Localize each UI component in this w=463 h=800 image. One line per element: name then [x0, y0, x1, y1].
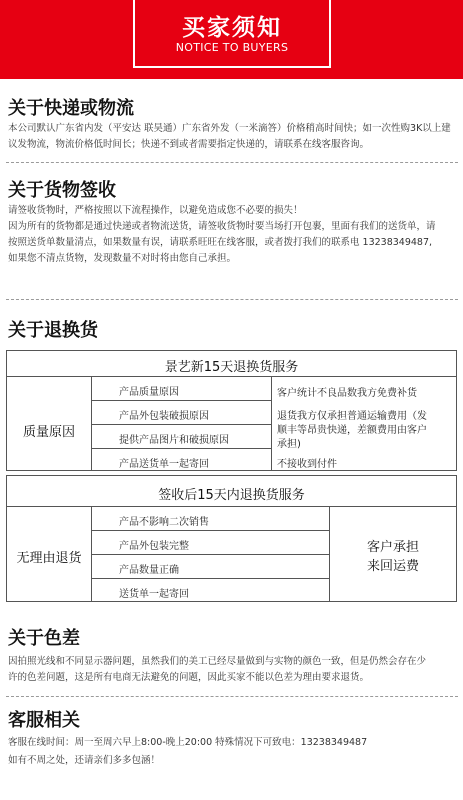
table-line: [91, 554, 329, 555]
receipt-heading: 关于货物签收: [8, 180, 116, 201]
table-note: 客户承担: [366, 540, 419, 555]
table-note: 承担): [277, 439, 301, 450]
banner-subtitle: NOTICE TO BUYERS: [175, 41, 289, 54]
color-heading: 关于色差: [8, 628, 80, 649]
color-line: 许的色差问题，这是所有电商无法避免的问题，因此买家不能以色差为理由要求退货。: [8, 672, 370, 683]
divider: [6, 299, 458, 300]
receipt-text: [8, 203, 458, 267]
table-item: 产品外包装破损原因: [119, 411, 209, 422]
table-note: 顺丰等昂贵快递，差额费用由客户: [277, 425, 427, 436]
shipping-line: 议发物流，物流价格低时间长；快递不到或者需要指定快递的，请联系在线客服咨询。: [8, 139, 370, 150]
service-text: [8, 734, 458, 770]
table-item: 提供产品图片和破损原因: [119, 435, 229, 446]
table-note: 不接收到付件: [277, 459, 337, 470]
table-line: [7, 376, 456, 377]
table-line: [271, 376, 272, 471]
table-line: [7, 506, 456, 507]
table-item: 产品送货单一起寄回: [119, 459, 209, 470]
table-line: [91, 424, 271, 425]
table-item: 产品不影响二次销售: [119, 517, 209, 528]
table-note: 来回运费: [366, 559, 419, 574]
shipping-heading: 关于快递或物流: [8, 98, 134, 119]
table-item: 产品外包装完整: [119, 541, 189, 552]
table-title: 签收后15天内退换货服务: [158, 488, 305, 503]
color-line: 因拍照光线和不同显示器问题，虽然我们的美工已经尽量做到与实物的颜色一致，但是仍然会存在少: [8, 656, 427, 667]
shipping-text: [8, 121, 458, 153]
row-label: 质量原因: [22, 425, 75, 440]
service-line: 客服在线时间：周一至周六早上8:00-晚上20:00 特殊情况下可致电：13238349487: [8, 737, 368, 748]
service-line: 如有不周之处，还请亲们多多包涵！: [8, 755, 161, 766]
table-note: 客户统计不良品数我方免费补货: [277, 388, 417, 399]
divider: [6, 162, 458, 163]
row-label: 无理由退货: [16, 551, 82, 566]
notice-banner: [0, 0, 463, 79]
receipt-line: 如果您不清点货物，发现数量不对时将由您自己承担。: [8, 253, 237, 264]
banner-frame: [133, 0, 331, 68]
shipping-line: 本公司默认广东省内发（平安达 联昊通）广东省外发（一米滴答）价格稍高时间快；如一次性购3K以上建: [8, 123, 451, 134]
service-heading: 客服相关: [8, 710, 80, 731]
table-item: 产品质量原因: [119, 387, 179, 398]
receipt-line: 按照送货单数量清点，如果数量有误，请联系旺旺在线客服，或者拨打我们的联系电 13238349487,: [8, 237, 433, 248]
table-line: [91, 578, 329, 579]
table-line: [91, 448, 271, 449]
returns-heading: 关于退换货: [8, 320, 98, 341]
color-text: [8, 654, 458, 686]
divider: [6, 696, 458, 697]
table-line: [91, 530, 329, 531]
table-line: [91, 400, 271, 401]
table-item: 送货单一起寄回: [119, 589, 189, 600]
return-service-table: [6, 350, 457, 471]
table-note: 退货我方仅承担普通运输费用（发: [277, 411, 427, 422]
banner-title: 买家须知: [182, 15, 282, 41]
receipt-line: 请签收货物时，严格按照以下流程操作，以避免造成您不必要的损失！: [8, 205, 303, 216]
no-reason-return-table: [6, 475, 457, 602]
receipt-line: 因为所有的货物都是通过快递或者物流送货，请签收货物时要当场打开包裹，里面有我们的送货单，请: [8, 221, 436, 232]
table-title: 景艺新15天退换货服务: [164, 360, 299, 375]
table-item: 产品数量正确: [119, 565, 179, 576]
